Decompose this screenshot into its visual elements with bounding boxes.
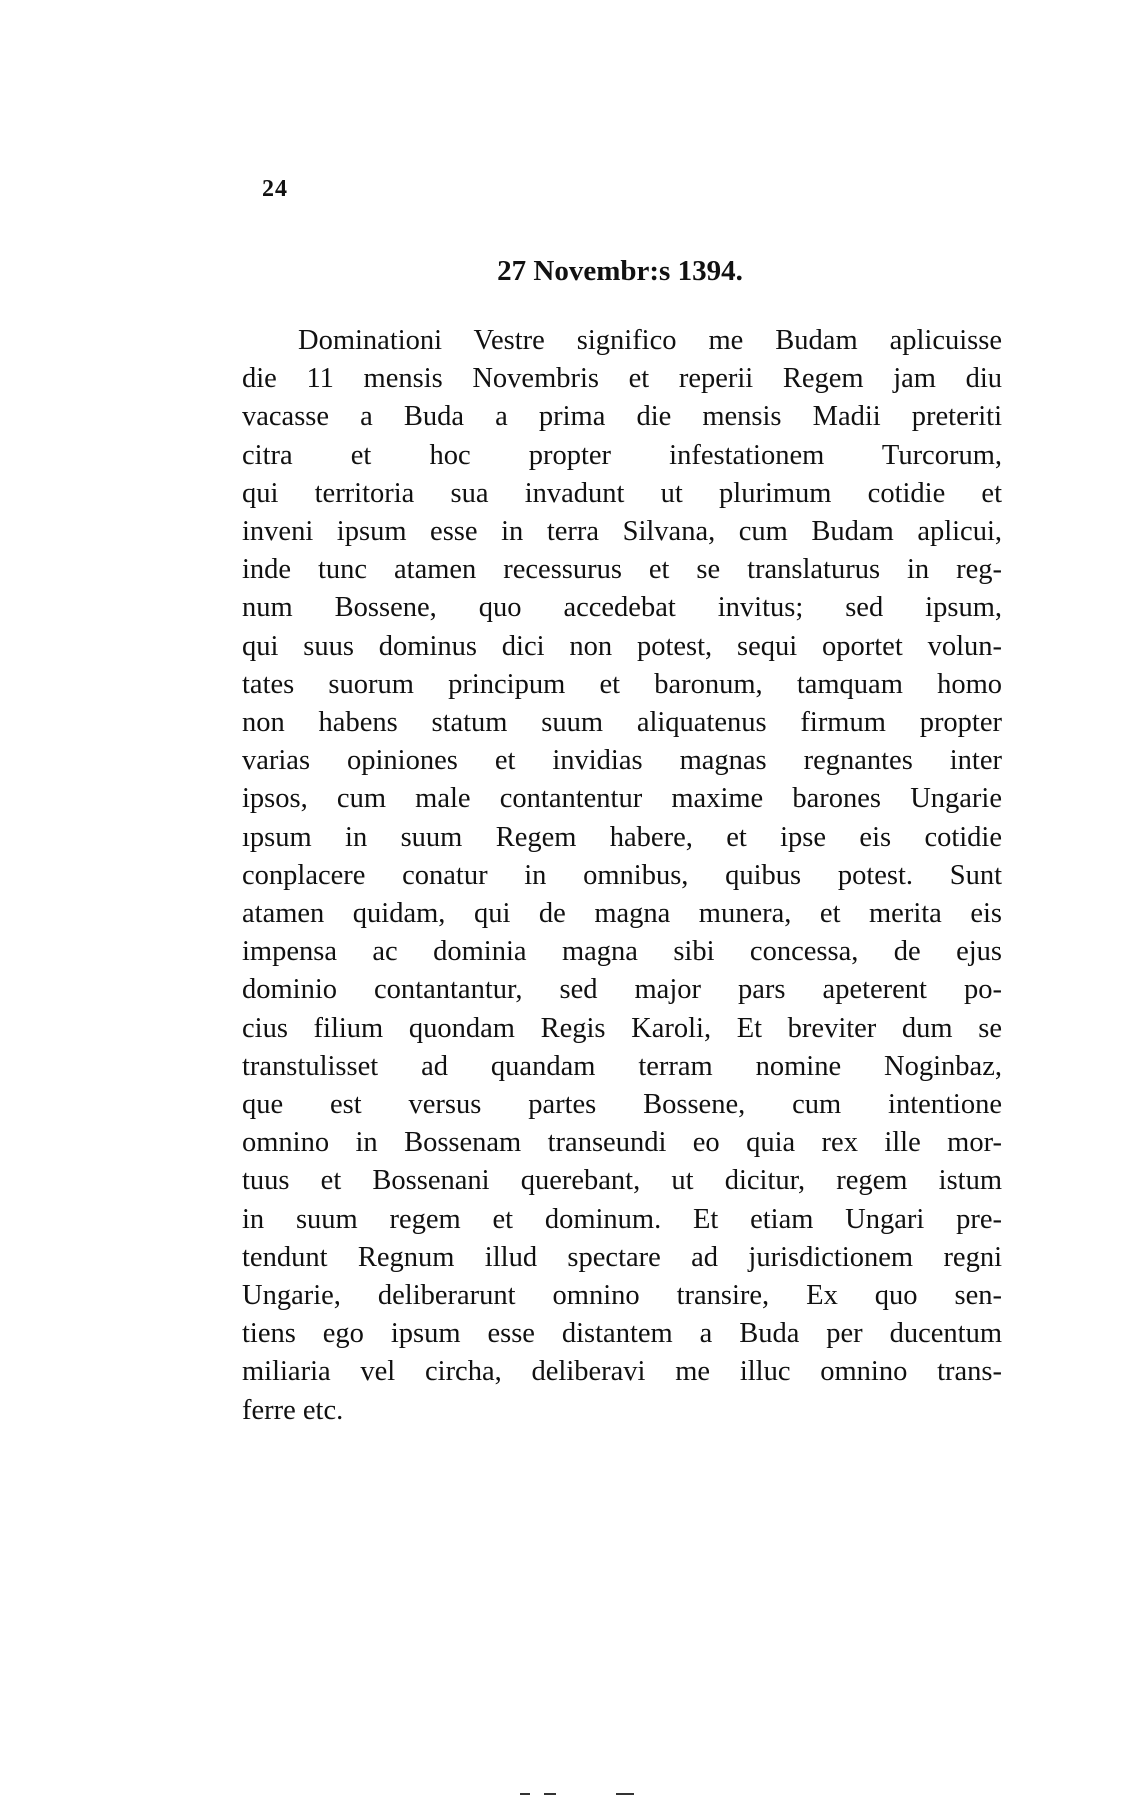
page-number: 24 — [262, 176, 288, 202]
letter-date-heading: 27 Novembr:s 1394. — [497, 255, 743, 287]
text-line: qui territoria sua invadunt ut plurimum cotidie et — [242, 477, 1002, 509]
text-line: tates suorum principum et baronum, tamquam homo — [242, 668, 1002, 700]
text-line: tuus et Bossenani querebant, ut dicitur, regem istum — [242, 1165, 1002, 1197]
text-line: Dominationi Vestre significo me Budam aplicuisse — [298, 325, 1002, 356]
text-line: atamen quidam, qui de magna munera, et merita eis — [242, 898, 1002, 930]
text-line: transtulisset ad quandam terram nomine Noginbaz, — [242, 1050, 1002, 1082]
text-line: in suum regem et dominum. Et etiam Ungari pre- — [242, 1203, 1002, 1235]
text-line: inveni ipsum esse in terra Silvana, cum Budam aplicui, — [242, 516, 1002, 548]
text-line: miliaria vel circha, deliberavi me illuc omnino trans- — [242, 1356, 1002, 1388]
text-line: ıpsum in suum Regem habere, et ipse eis cotidie — [242, 821, 1002, 853]
text-line: qui suus dominus dici non potest, sequi oportet volun- — [242, 630, 1002, 662]
text-line: tendunt Regnum illud spectare ad jurisdictionem regni — [242, 1241, 1002, 1273]
text-line: conplacere conatur in omnibus, quibus potest. Sunt — [242, 859, 1002, 891]
bottom-print-mark — [520, 1793, 640, 1797]
text-line: Ungarie, deliberarunt omnino transire, Ex quo sen- — [242, 1280, 1002, 1312]
text-line: ferre etc. — [242, 1394, 344, 1426]
text-line: die 11 mensis Novembris et reperii Regem jam diu — [242, 363, 1002, 395]
text-line: impensa ac dominia magna sibi concessa, de ejus — [242, 936, 1002, 968]
text-line: num Bossene, quo accedebat invitus; sed ipsum, — [242, 592, 1002, 624]
text-line: omnino in Bossenam transeundi eo quia rex ille mor- — [242, 1127, 1002, 1159]
letter-body — [242, 322, 1002, 1430]
text-line: citra et hoc propter infestationem Turcorum, — [242, 439, 1002, 471]
text-line: vacasse a Buda a prima die mensis Madii preteriti — [242, 401, 1002, 433]
text-line: cius filium quondam Regis Karoli, Et breviter dum se — [242, 1012, 1002, 1044]
text-line: non habens statum suum aliquatenus firmum propter — [242, 707, 1002, 739]
text-line: inde tunc atamen recessurus et se translaturus in reg- — [242, 554, 1002, 586]
text-line: dominio contantantur, sed major pars apeterent po- — [242, 974, 1002, 1006]
text-line: ipsos, cum male contantentur maxime barones Ungarie — [242, 783, 1002, 815]
text-line: varias opiniones et invidias magnas regnantes inter — [242, 745, 1002, 777]
text-line: que est versus partes Bossene, cum intentione — [242, 1089, 1002, 1121]
text-line: tiens ego ipsum esse distantem a Buda per ducentum — [242, 1318, 1002, 1350]
